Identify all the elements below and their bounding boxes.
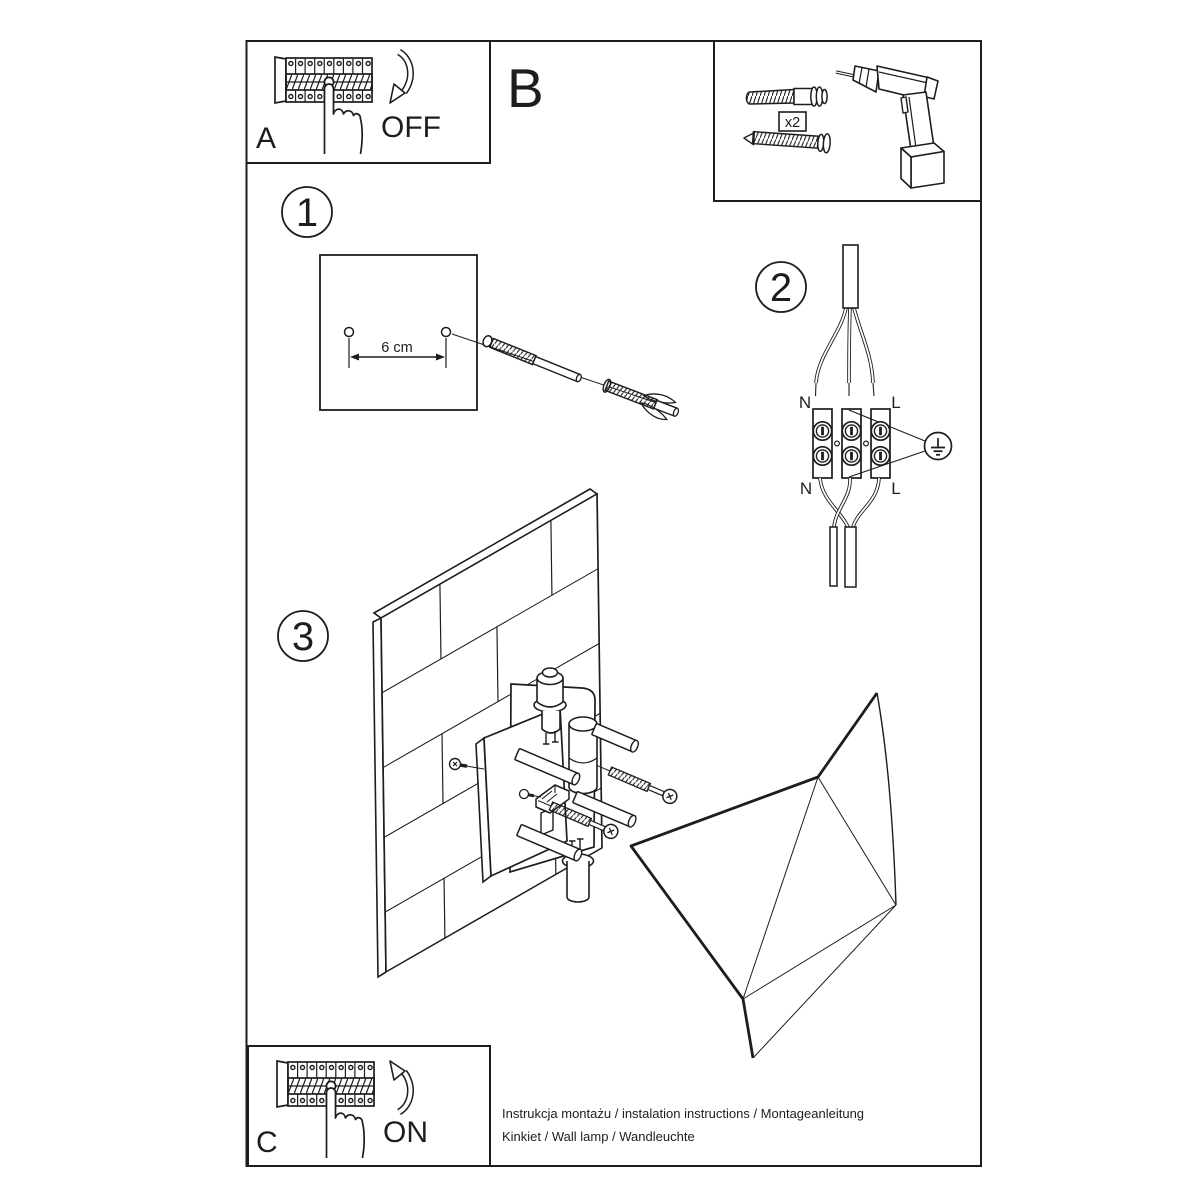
- quantity-badge: [779, 112, 806, 131]
- terminal-block: [813, 409, 925, 478]
- panel-c-switch-on: [248, 1046, 490, 1166]
- arrow-up-icon: [390, 1061, 410, 1112]
- expansion-plug-icon: [600, 374, 682, 424]
- fixing-screw-upper: [594, 759, 679, 805]
- panel-a-label: A: [256, 122, 277, 155]
- step-2-number: 2: [769, 266, 793, 310]
- panel-a-action-label: OFF: [381, 111, 441, 144]
- lamp-wires: [820, 478, 879, 587]
- panel-b-tools: [507, 41, 981, 201]
- footer-line-1: Instrukcja montażu / instalation instructions / Montageanleitung: [502, 1106, 865, 1121]
- footer: [502, 1106, 864, 1144]
- step-1-drilling: [282, 187, 682, 424]
- drill-icon: [836, 66, 944, 188]
- terminal-label-n-bottom: N: [799, 479, 813, 498]
- step-1-number-badge: [282, 187, 332, 237]
- step-2-wiring: [756, 245, 952, 587]
- lampshade: [631, 693, 896, 1058]
- wall-plug-icon: [746, 87, 827, 106]
- terminal-label-l-top: L: [891, 393, 901, 412]
- arrow-down-icon: [390, 52, 410, 103]
- quantity-label: x2: [784, 115, 801, 131]
- step-3-number: 3: [291, 615, 315, 659]
- step-3-number-badge: [278, 611, 328, 661]
- supply-cable: [816, 245, 875, 396]
- panel-b-label: B: [507, 57, 544, 119]
- terminal-label-n-top: N: [798, 393, 812, 412]
- hole-distance-label: 6 cm: [381, 340, 413, 356]
- panel-c-action-label: ON: [383, 1116, 428, 1149]
- mounting-template: [320, 255, 477, 410]
- panel-c-label: C: [256, 1126, 278, 1159]
- step-2-number-badge: [756, 262, 806, 312]
- step-1-number: 1: [295, 191, 319, 235]
- panel-a-switch-off: [247, 41, 491, 163]
- footer-line-2: Kinkiet / Wall lamp / Wandleuchte: [502, 1129, 695, 1144]
- terminal-label-l-bottom: L: [891, 479, 901, 498]
- page-border: [247, 41, 982, 1166]
- step-3-mounting: [278, 489, 896, 1058]
- screw-icon: [481, 334, 582, 384]
- earth-ground-icon: [925, 433, 952, 460]
